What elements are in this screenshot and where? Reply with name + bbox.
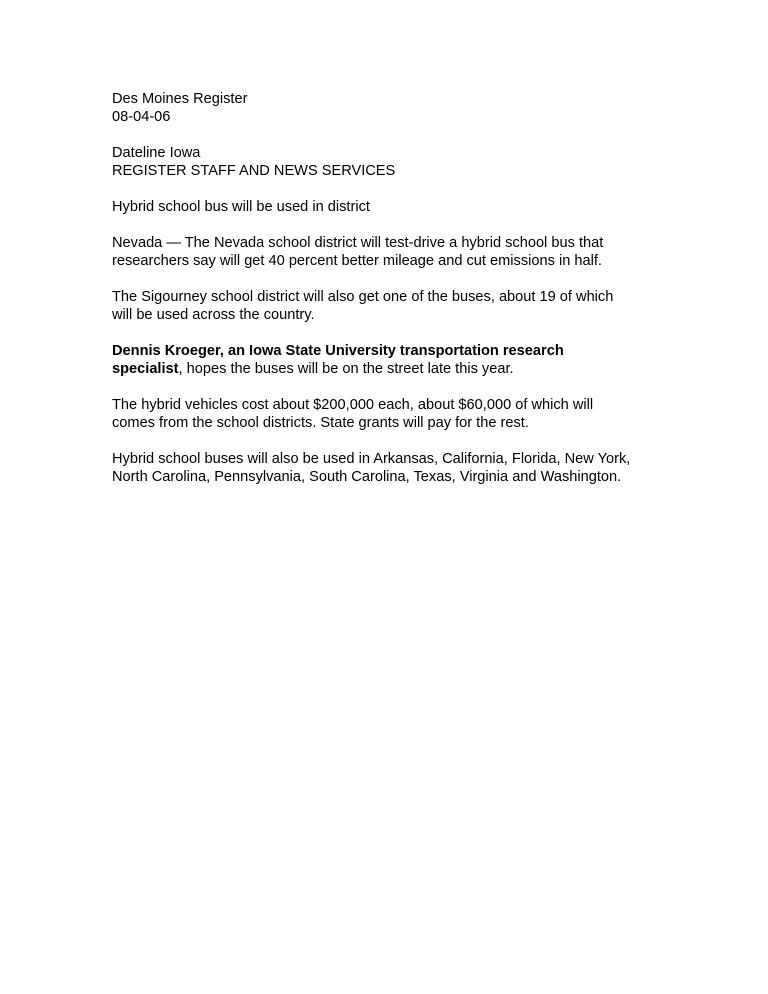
paragraph-3-bold-line-2: specialist [112,361,179,377]
paragraph-5-line-1: Hybrid school buses will also be used in Arkansas, California, Florida, New York, [112,451,631,467]
paragraph-3-line-2-rest: , hopes the buses will be on the street late this year. [178,361,514,377]
paragraph-4 [112,396,672,432]
paragraph-2-line-2: will be used across the country. [112,307,315,323]
dateline-block [112,144,672,180]
paragraph-1 [112,234,672,270]
paragraph-1-line-2: researchers say will get 40 percent better mileage and cut emissions in half. [112,253,602,269]
paragraph-2 [112,288,672,324]
paragraph-2-line-1: The Sigourney school district will also get one of the buses, about 19 of which [112,289,614,305]
headline: Hybrid school bus will be used in district [112,199,370,215]
article-content [112,90,672,504]
paragraph-3-line-2 [112,360,672,378]
headline-block [112,198,672,216]
source-block [112,90,672,126]
byline: REGISTER STAFF AND NEWS SERVICES [112,163,396,179]
paragraph-5-line-2: North Carolina, Pennsylvania, South Carolina, Texas, Virginia and Washington. [112,469,622,485]
paragraph-4-line-2: comes from the school districts. State grants will pay for the rest. [112,415,529,431]
paragraph-3 [112,342,672,378]
paragraph-3-bold-line-1: Dennis Kroeger, an Iowa State University transportation research [112,343,564,359]
publication-date: 08-04-06 [112,109,171,125]
publication-name: Des Moines Register [112,91,248,107]
paragraph-4-line-1: The hybrid vehicles cost about $200,000 each, about $60,000 of which will [112,397,594,413]
dateline: Dateline Iowa [112,145,201,161]
paragraph-1-line-1: Nevada — The Nevada school district will test-drive a hybrid school bus that [112,235,604,251]
paragraph-5 [112,450,672,486]
